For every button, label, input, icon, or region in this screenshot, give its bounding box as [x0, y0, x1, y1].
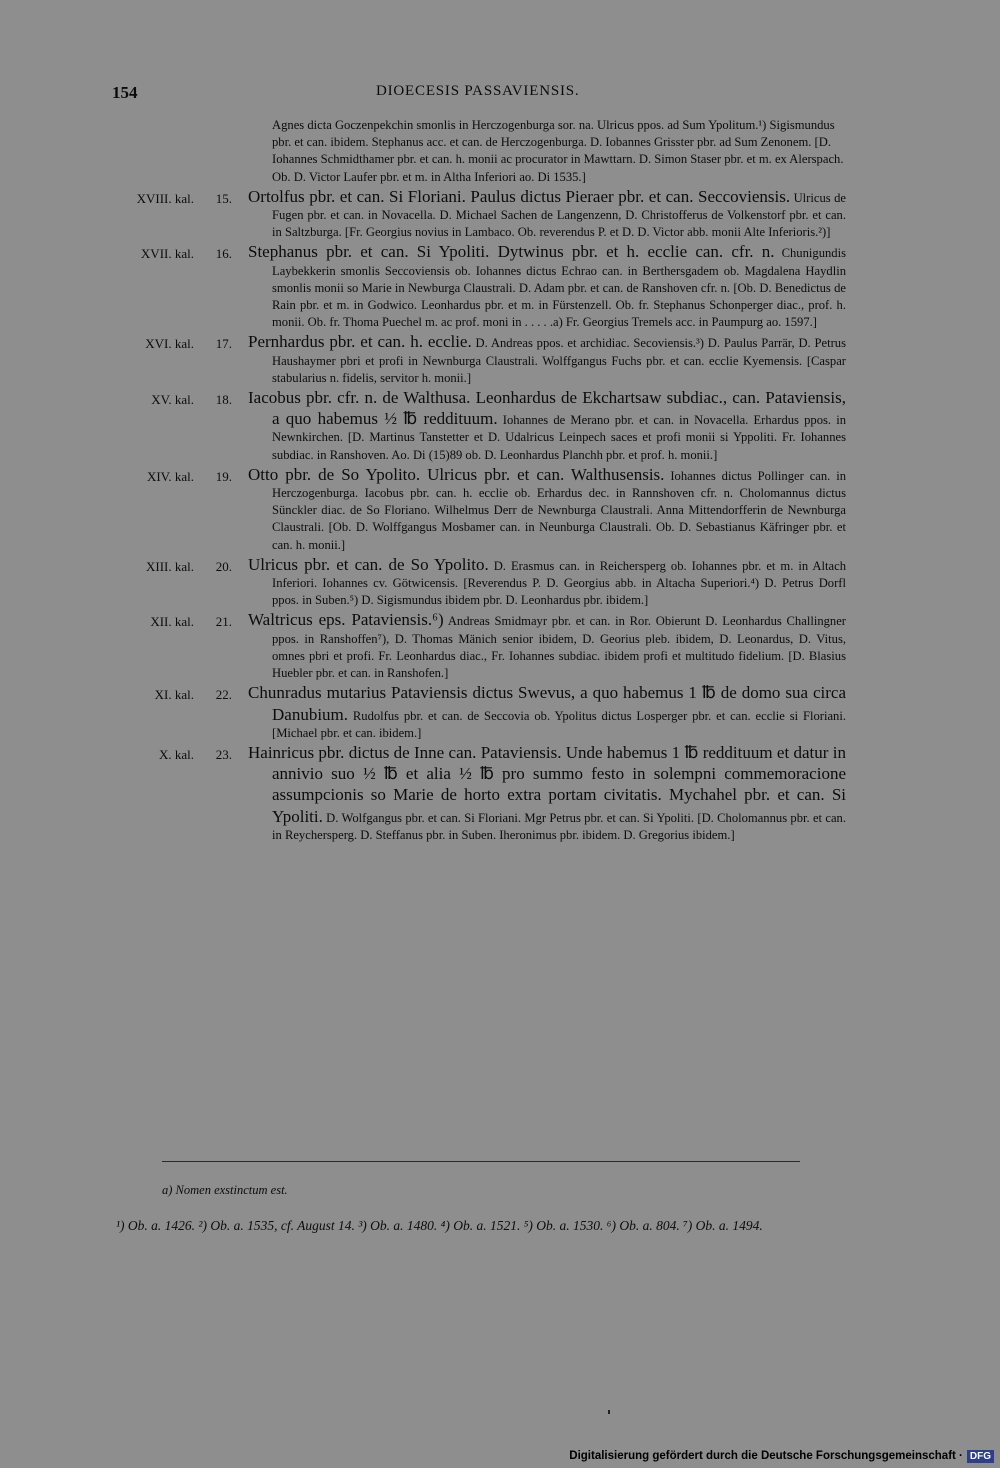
day-number: 23.	[215, 746, 232, 762]
entry-body: D. Erasmus can. in Reichersperg ob. Iohannes pbr. et m. in Altach Inferiori. Iohannes cv. Götwicensis. [Reverendus P. D. Georgius abb. in Altacha Superiori.⁴) D. Petrus Dorfl ppos. in Suben.⁵) D. Sigismundus ibidem pbr. D. Leonhardus pbr. ibidem.]	[272, 558, 846, 608]
calendar-entry	[106, 241, 846, 331]
entry-text	[248, 186, 846, 242]
calendar-entry	[106, 682, 846, 742]
footnotes-text: ¹) Ob. a. 1426. ²) Ob. a. 1535, cf. August 14. ³) Ob. a. 1480. ⁴) Ob. a. 1521. ⁵) Ob. a. 1530. ⁶) Ob. a. 804. ⁷) Ob. a. 1494.	[116, 1218, 763, 1233]
entry-lead: Hainricus pbr. dictus de Inne can. Pataviensis. Unde habemus 1 ℔ reddituum et datur in annivio suo ½ ℔ et alia ½ ℔ pro summo festo in solempni commemoracione assumpcionis so Marie de horto extra portam civitatis. Mychahel pbr. et can. Si Ypoliti.	[248, 742, 846, 826]
footnote-a	[162, 1183, 288, 1198]
footnotes	[116, 1215, 847, 1236]
calendar-entry	[106, 554, 846, 610]
entry-lead: Ortolfus pbr. et can. Si Floriani. Paulus dictus Pieraer pbr. et can. Seccoviensis.	[248, 186, 791, 206]
running-head: DIOECESIS PASSAVIENSIS.	[376, 83, 580, 99]
calendar-entry	[106, 387, 846, 464]
dfg-credit	[569, 1449, 994, 1463]
day-number: 15.	[215, 190, 232, 206]
entry-text	[248, 682, 846, 742]
day-number: 16.	[215, 246, 232, 262]
entry-text	[248, 609, 846, 682]
calendar-entry	[106, 464, 846, 554]
kalend-date: XV. kal.	[151, 392, 194, 408]
kalend-date: X. kal.	[158, 746, 194, 762]
calendar-content	[106, 117, 846, 844]
entry-body: Iohannes dictus Pollinger can. in Herczogenburga. Iacobus pbr. can. h. ecclie ob. Erhardus dec. in Rannshoven cfr. n. Cholomannus dictus Sünckler diac. de So Floriano. Wilhelmus Derr de Newnburga Claustrali. Anna Mittendorfferin de Newnburga Claustrali. [Ob. D. Wolffgangus Mosbamer can. in Neunburga Claustrali. Ob. D. Sebastianus Käfringer pbr. et can. h. monii.]	[272, 468, 846, 552]
calendar-entry	[106, 742, 846, 844]
dfg-credit-text: Digitalisierung gefördert durch die Deutsche Forschungsgemeinschaft ·	[569, 1450, 963, 1462]
page-header	[0, 80, 1000, 104]
entry-lead: Chunradus mutarius Pataviensis dictus Swevus, a quo habemus 1 ℔ de domo sua circa Danubium.	[248, 683, 846, 724]
kalend-date: XVIII. kal.	[136, 190, 194, 206]
entry-lead: Otto pbr. de So Ypolito. Ulricus pbr. et can. Walthusensis.	[248, 464, 665, 484]
calendar-entry	[106, 186, 846, 242]
entry-text	[248, 387, 846, 464]
entry-body: Chunigundis Laybekkerin smonlis Seccoviensis ob. Iohannes dictus Echrao can. in Berthersgadem ob. Magdalena Haydlin smonlis monii so Marie in Newburga Claustrali. D. Adam pbr. et can. de Ranshoven cfr. n. [Ob. D. Benedictus de Rain pbr. et m. in Godwico. Leonhardus pbr. et m. in Fürstenzell. Ob. fr. Stephanus Schonperger diac., prof. h. monii. Ob. fr. Thoma Puechel m. ac prof. moni in . . . . .a) Fr. Georgius Tremels acc. in Paumpurg ao. 1597.]	[272, 246, 846, 330]
entry-body: Iohannes de Merano pbr. et can. in Novacella. Erhardus ppos. in Newnkirchen. [D. Martinus Tanstetter et D. Udalricus Leinpech saces et profi monii si Yppoliti. Fr. Iohannes subdiac. in Ranshoven. Ao. Di (15)89 ob. D. Leonhardus Planchh pbr. et prof. h. monii.]	[272, 413, 847, 462]
calendar-entry	[106, 609, 846, 682]
entry-text	[248, 742, 846, 844]
intro-paragraph: Agnes dicta Goczenpekchin smonlis in Herczogenburga sor. na. Ulricus ppos. ad Sum Ypolitum.¹) Sigismundus pbr. et can. ibidem. Stephanus acc. et can. de Herczogenburga. D. Iobannes Grisster pbr. ad Sum Zenonem. [D. Iohannes Schmidthamer pbr. et can. h. monii ac procurator in Mawttarn. D. Simon Staser pbr. et m. ex Alerspach. Ob. D. Victor Laufer pbr. et m. in Altha Inferiori ao. Di 1535.]	[272, 118, 844, 184]
dfg-logo: DFG	[967, 1450, 994, 1463]
scan-mark	[608, 1410, 610, 1414]
entry-lead: Iacobus pbr. cfr. n. de Walthusa. Leonhardus de Ekchartsaw subdiac., can. Pataviensis, a quo habemus ½ ℔ reddituum.	[248, 388, 846, 429]
entry-lead: Waltricus eps. Pataviensis.⁶)	[248, 610, 444, 630]
calendar-entry	[106, 331, 846, 387]
entry-lead: Stephanus pbr. et can. Si Ypoliti. Dytwinus pbr. et h. ecclie can. cfr. n.	[248, 242, 775, 262]
kalend-date: XI. kal.	[154, 687, 194, 703]
day-number: 22.	[215, 687, 232, 703]
entry-lead: Pernhardus pbr. et can. h. ecclie.	[248, 332, 472, 352]
entry-text	[248, 241, 846, 331]
kalend-date: XVI. kal.	[145, 336, 194, 352]
entry-body: D. Wolfgangus pbr. et can. Si Floriani. Mgr Petrus pbr. et can. Si Ypoliti. [D. Cholomannus pbr. et can. in Reychersperg. D. Steffanus pbr. in Suben. Iheronimus pbr. ibidem. D. Gregorius ibidem.]	[272, 810, 846, 842]
kalend-date: XVII. kal.	[140, 246, 194, 262]
entry-text	[248, 554, 846, 610]
day-number: 18.	[215, 392, 232, 408]
kalend-date: XIII. kal.	[145, 558, 194, 574]
day-number: 20.	[215, 558, 232, 574]
footnote-a-text: a) Nomen exstinctum est.	[162, 1183, 288, 1197]
kalend-date: XII. kal.	[150, 614, 194, 630]
page-number: 154	[112, 83, 138, 102]
entry-body: Ulricus de Fugen pbr. et can. in Novacella. D. Michael Sachen de Langenzenn, D. Christofferus de Volkenstorf pbr. et can. in Saltzburga. [Fr. Georgius novius in Lambaco. Ob. reverendus P. et D. D. Victor abb. monii Alte Inferioris.²)]	[272, 190, 847, 240]
footnote-divider	[162, 1161, 800, 1162]
day-number: 21.	[215, 614, 232, 630]
entry-lead: Ulricus pbr. et can. de So Ypolito.	[248, 554, 489, 574]
entry-body: Andreas Smidmayr pbr. et can. in Ror. Obierunt D. Leonhardus Challingner ppos. in Ranshoffen⁷), D. Thomas Mänich senior ibidem, D. Georius pleb. ibidem, D. Leonardus, D. Vitus, omnes pbri et profi. Fr. Leonhardus diac., Fr. Iohannes subdiac. ibidem profi et multitudo fidelium. [D. Blasius Huebler pbr. et can. in Ranshofen.]	[272, 614, 846, 681]
kalend-date: XIV. kal.	[146, 468, 194, 484]
entry-body: Rudolfus pbr. et can. de Seccovia ob. Ypolitus dictus Losperger pbr. et can. ecclie si Floriani. [Michael pbr. et can. ibidem.]	[272, 708, 846, 740]
day-number: 17.	[215, 336, 232, 352]
entry-text	[248, 464, 846, 554]
entry-body: D. Andreas ppos. et archidiac. Secoviensis.³) D. Paulus Parrär, D. Petrus Haushaymer pbri et profi in Newnburga Claustrali. Wolffgangus Fuchs pbr. et can. ecclie Kyemensis. [Caspar stabularius n. fidelis, servitor h. monii.]	[272, 336, 846, 385]
day-number: 19.	[215, 468, 232, 484]
entry-text	[248, 331, 846, 387]
